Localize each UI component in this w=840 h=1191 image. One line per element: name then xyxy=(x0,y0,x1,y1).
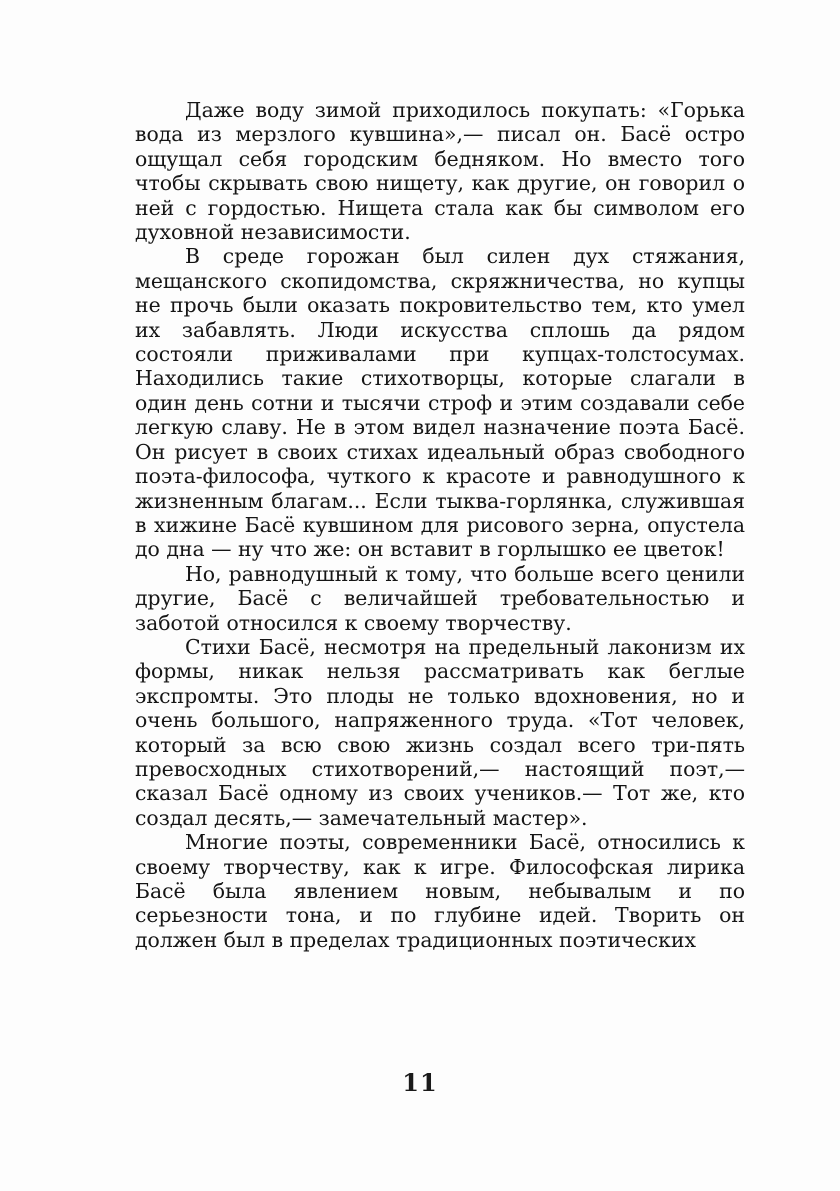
paragraph-2: В среде горожан был силен дух стяжания, мещанского скопидомства, скряжничества, но купцы не прочь были оказать покровительство тем, кто умел их забавлять. Люди искусства сплошь да рядом состояли приживалами при купцах-толстосумах. Находились такие стихотворцы, которые слагали в один день сотни и тысячи строф и этим создавали себе легкую славу. Не в этом видел назначение поэта Басё. Он рисует в своих стихах идеальный образ свободного поэта-философа, чуткого к красоте и равнодушного к жизненным благам... Если тыква-горлянка, служившая в хижине Басё кувшином для рисового зерна, опустела до дна — ну что же: он вставит в горлышко ее цветок! xyxy=(135,244,745,562)
body-text xyxy=(135,98,745,952)
paragraph-1: Даже воду зимой приходилось покупать: «Горька вода из мерзлого кувшина»,— писал он. Басё остро ощущал себя городским бедняком. Но вместо того чтобы скрывать свою нищету, как другие, он говорил о ней с гордостью. Нищета стала как бы символом его духовной независимости. xyxy=(135,98,745,245)
page-number: 11 xyxy=(402,1068,438,1097)
paragraph-5: Многие поэты, современники Басё, относились к своему творчеству, как к игре. Философская лирика Басё была явлением новым, небывалым и по серьезности тона, и по глубине идей. Творить он должен был в пределах традиционных поэтических xyxy=(135,830,745,952)
paragraph-3: Но, равнодушный к тому, что больше всего ценили другие, Басё с величайшей требовательностью и заботой относился к своему творчеству. xyxy=(135,561,745,635)
paragraph-4: Стихи Басё, несмотря на предельный лаконизм их формы, никак нельзя рассматривать как беглые экспромты. Это плоды не только вдохновения, но и очень большого, напряженного труда. «Тот человек, который за всю свою жизнь создал всего три-пять превосходных стихотворений,— настоящий поэт,— сказал Басё одному из своих учеников.— Тот же, кто создал десять,— замечательный мастер». xyxy=(135,634,745,830)
